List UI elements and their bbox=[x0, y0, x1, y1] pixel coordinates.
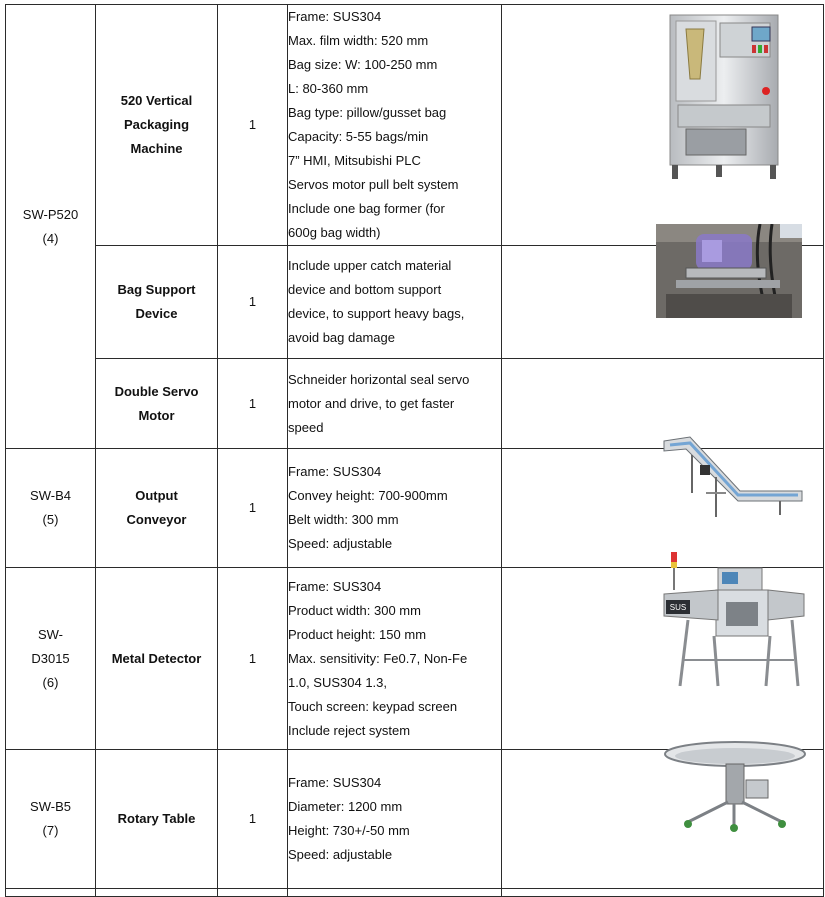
quantity: 1 bbox=[248, 650, 257, 666]
quantity: 1 bbox=[248, 500, 257, 515]
spec-line: Diameter: 1200 mm bbox=[288, 799, 403, 814]
spec-line: Max. film width: 520 mm bbox=[288, 33, 429, 48]
spec-line: 1.0, SUS304 1.3, bbox=[288, 674, 388, 690]
spec-line: Include reject system bbox=[288, 722, 411, 738]
spec-line: avoid bag damage bbox=[288, 330, 395, 345]
quantity-cell bbox=[218, 568, 288, 750]
item-name-line: Rotary Table bbox=[117, 811, 196, 826]
model-cell bbox=[6, 750, 96, 889]
spec-line: Product height: 150 mm bbox=[288, 626, 427, 642]
item-name-cell bbox=[96, 5, 218, 246]
spec-line: Frame: SUS304 bbox=[288, 9, 382, 24]
spec-line: Product width: 300 mm bbox=[288, 602, 421, 618]
model-code: SW- bbox=[37, 626, 64, 642]
model-code: SW-P520 bbox=[22, 206, 79, 222]
spec-line: speed bbox=[288, 419, 324, 435]
model-code: SW-B4 bbox=[30, 488, 71, 503]
table-row bbox=[6, 568, 824, 750]
spec-line: Include upper catch material bbox=[288, 258, 452, 273]
vertical-packaging-machine-photo bbox=[656, 9, 792, 185]
image-cell bbox=[502, 246, 824, 359]
output-conveyor-photo bbox=[662, 435, 808, 525]
item-name-cell bbox=[96, 449, 218, 568]
model-cell bbox=[6, 568, 96, 750]
rotary-table-photo bbox=[662, 740, 808, 832]
item-name-line: Machine bbox=[130, 141, 183, 156]
item-name-cell bbox=[96, 359, 218, 449]
model-code: SW-B5 bbox=[30, 799, 71, 814]
model-code: D3015 bbox=[31, 650, 70, 666]
quantity: 1 bbox=[248, 294, 257, 309]
spec-line: Bag type: pillow/gusset bag bbox=[288, 105, 447, 120]
item-name-line: Conveyor bbox=[126, 512, 187, 527]
model-cell bbox=[6, 449, 96, 568]
spec-line: L: 80-360 mm bbox=[288, 81, 369, 96]
spec-line: Capacity: 5-55 bags/min bbox=[288, 129, 429, 144]
spec-line: Speed: adjustable bbox=[288, 536, 393, 551]
item-number: (5) bbox=[42, 512, 59, 527]
spec-line: 7” HMI, Mitsubishi PLC bbox=[288, 153, 421, 168]
spec-line: Schneider horizontal seal servo bbox=[288, 371, 470, 387]
description-cell bbox=[288, 750, 502, 889]
description-cell bbox=[288, 246, 502, 359]
quantity-cell bbox=[218, 5, 288, 246]
description-cell bbox=[288, 449, 502, 568]
spec-line: Max. sensitivity: Fe0.7, Non-Fe bbox=[288, 650, 468, 666]
item-number: (6) bbox=[42, 674, 59, 690]
equipment-spec-table bbox=[5, 4, 824, 897]
item-number: (4) bbox=[42, 230, 59, 246]
item-name-line: Output bbox=[135, 488, 178, 503]
spec-line: Frame: SUS304 bbox=[288, 464, 382, 479]
quantity: 1 bbox=[248, 117, 257, 132]
table-row bbox=[6, 5, 824, 246]
spec-line: Frame: SUS304 bbox=[288, 578, 382, 594]
table-row bbox=[6, 750, 824, 889]
spec-line: Touch screen: keypad screen bbox=[288, 698, 458, 714]
item-name-cell bbox=[96, 246, 218, 359]
brand-logo-text: SUS bbox=[669, 603, 687, 612]
spec-line: motor and drive, to get faster bbox=[288, 395, 455, 411]
item-name-line: Motor bbox=[138, 407, 175, 423]
image-cell bbox=[502, 5, 824, 246]
quantity: 1 bbox=[248, 395, 257, 411]
item-number: (7) bbox=[42, 823, 59, 838]
spec-line: device, to support heavy bags, bbox=[288, 306, 465, 321]
spec-line: 600g bag width) bbox=[288, 225, 381, 240]
spec-line: Frame: SUS304 bbox=[288, 775, 382, 790]
spec-line: Speed: adjustable bbox=[288, 847, 393, 862]
description-cell bbox=[288, 359, 502, 449]
description-cell bbox=[288, 5, 502, 246]
image-cell bbox=[502, 750, 824, 889]
description-cell bbox=[288, 568, 502, 750]
item-name-line: Metal Detector bbox=[111, 650, 202, 666]
quantity-cell bbox=[218, 449, 288, 568]
item-name-cell bbox=[96, 568, 218, 750]
metal-detector-photo bbox=[658, 550, 808, 694]
item-name-line: Device bbox=[135, 306, 178, 321]
image-cell bbox=[502, 568, 824, 750]
quantity-cell bbox=[218, 750, 288, 889]
item-name-line: Packaging bbox=[123, 117, 190, 132]
spec-line: Include one bag former (for bbox=[288, 201, 445, 216]
quantity-cell bbox=[218, 246, 288, 359]
item-name-line: 520 Vertical bbox=[120, 93, 193, 108]
model-cell bbox=[6, 5, 96, 449]
item-name-line: Double Servo bbox=[114, 383, 199, 399]
item-name-cell bbox=[96, 750, 218, 889]
table-row bbox=[6, 889, 824, 897]
quantity: 1 bbox=[248, 811, 257, 826]
spec-line: Belt width: 300 mm bbox=[288, 512, 399, 527]
spec-line: Servos motor pull belt system bbox=[288, 177, 459, 192]
item-name-line: Bag Support bbox=[117, 282, 196, 297]
table-row bbox=[6, 246, 824, 359]
quantity-cell bbox=[218, 359, 288, 449]
spec-line: Convey height: 700-900mm bbox=[288, 488, 448, 503]
spec-line: Bag size: W: 100-250 mm bbox=[288, 57, 438, 72]
spec-line: device and bottom support bbox=[288, 282, 442, 297]
bag-support-device-photo bbox=[656, 224, 802, 318]
spec-line: Height: 730+/-50 mm bbox=[288, 823, 410, 838]
